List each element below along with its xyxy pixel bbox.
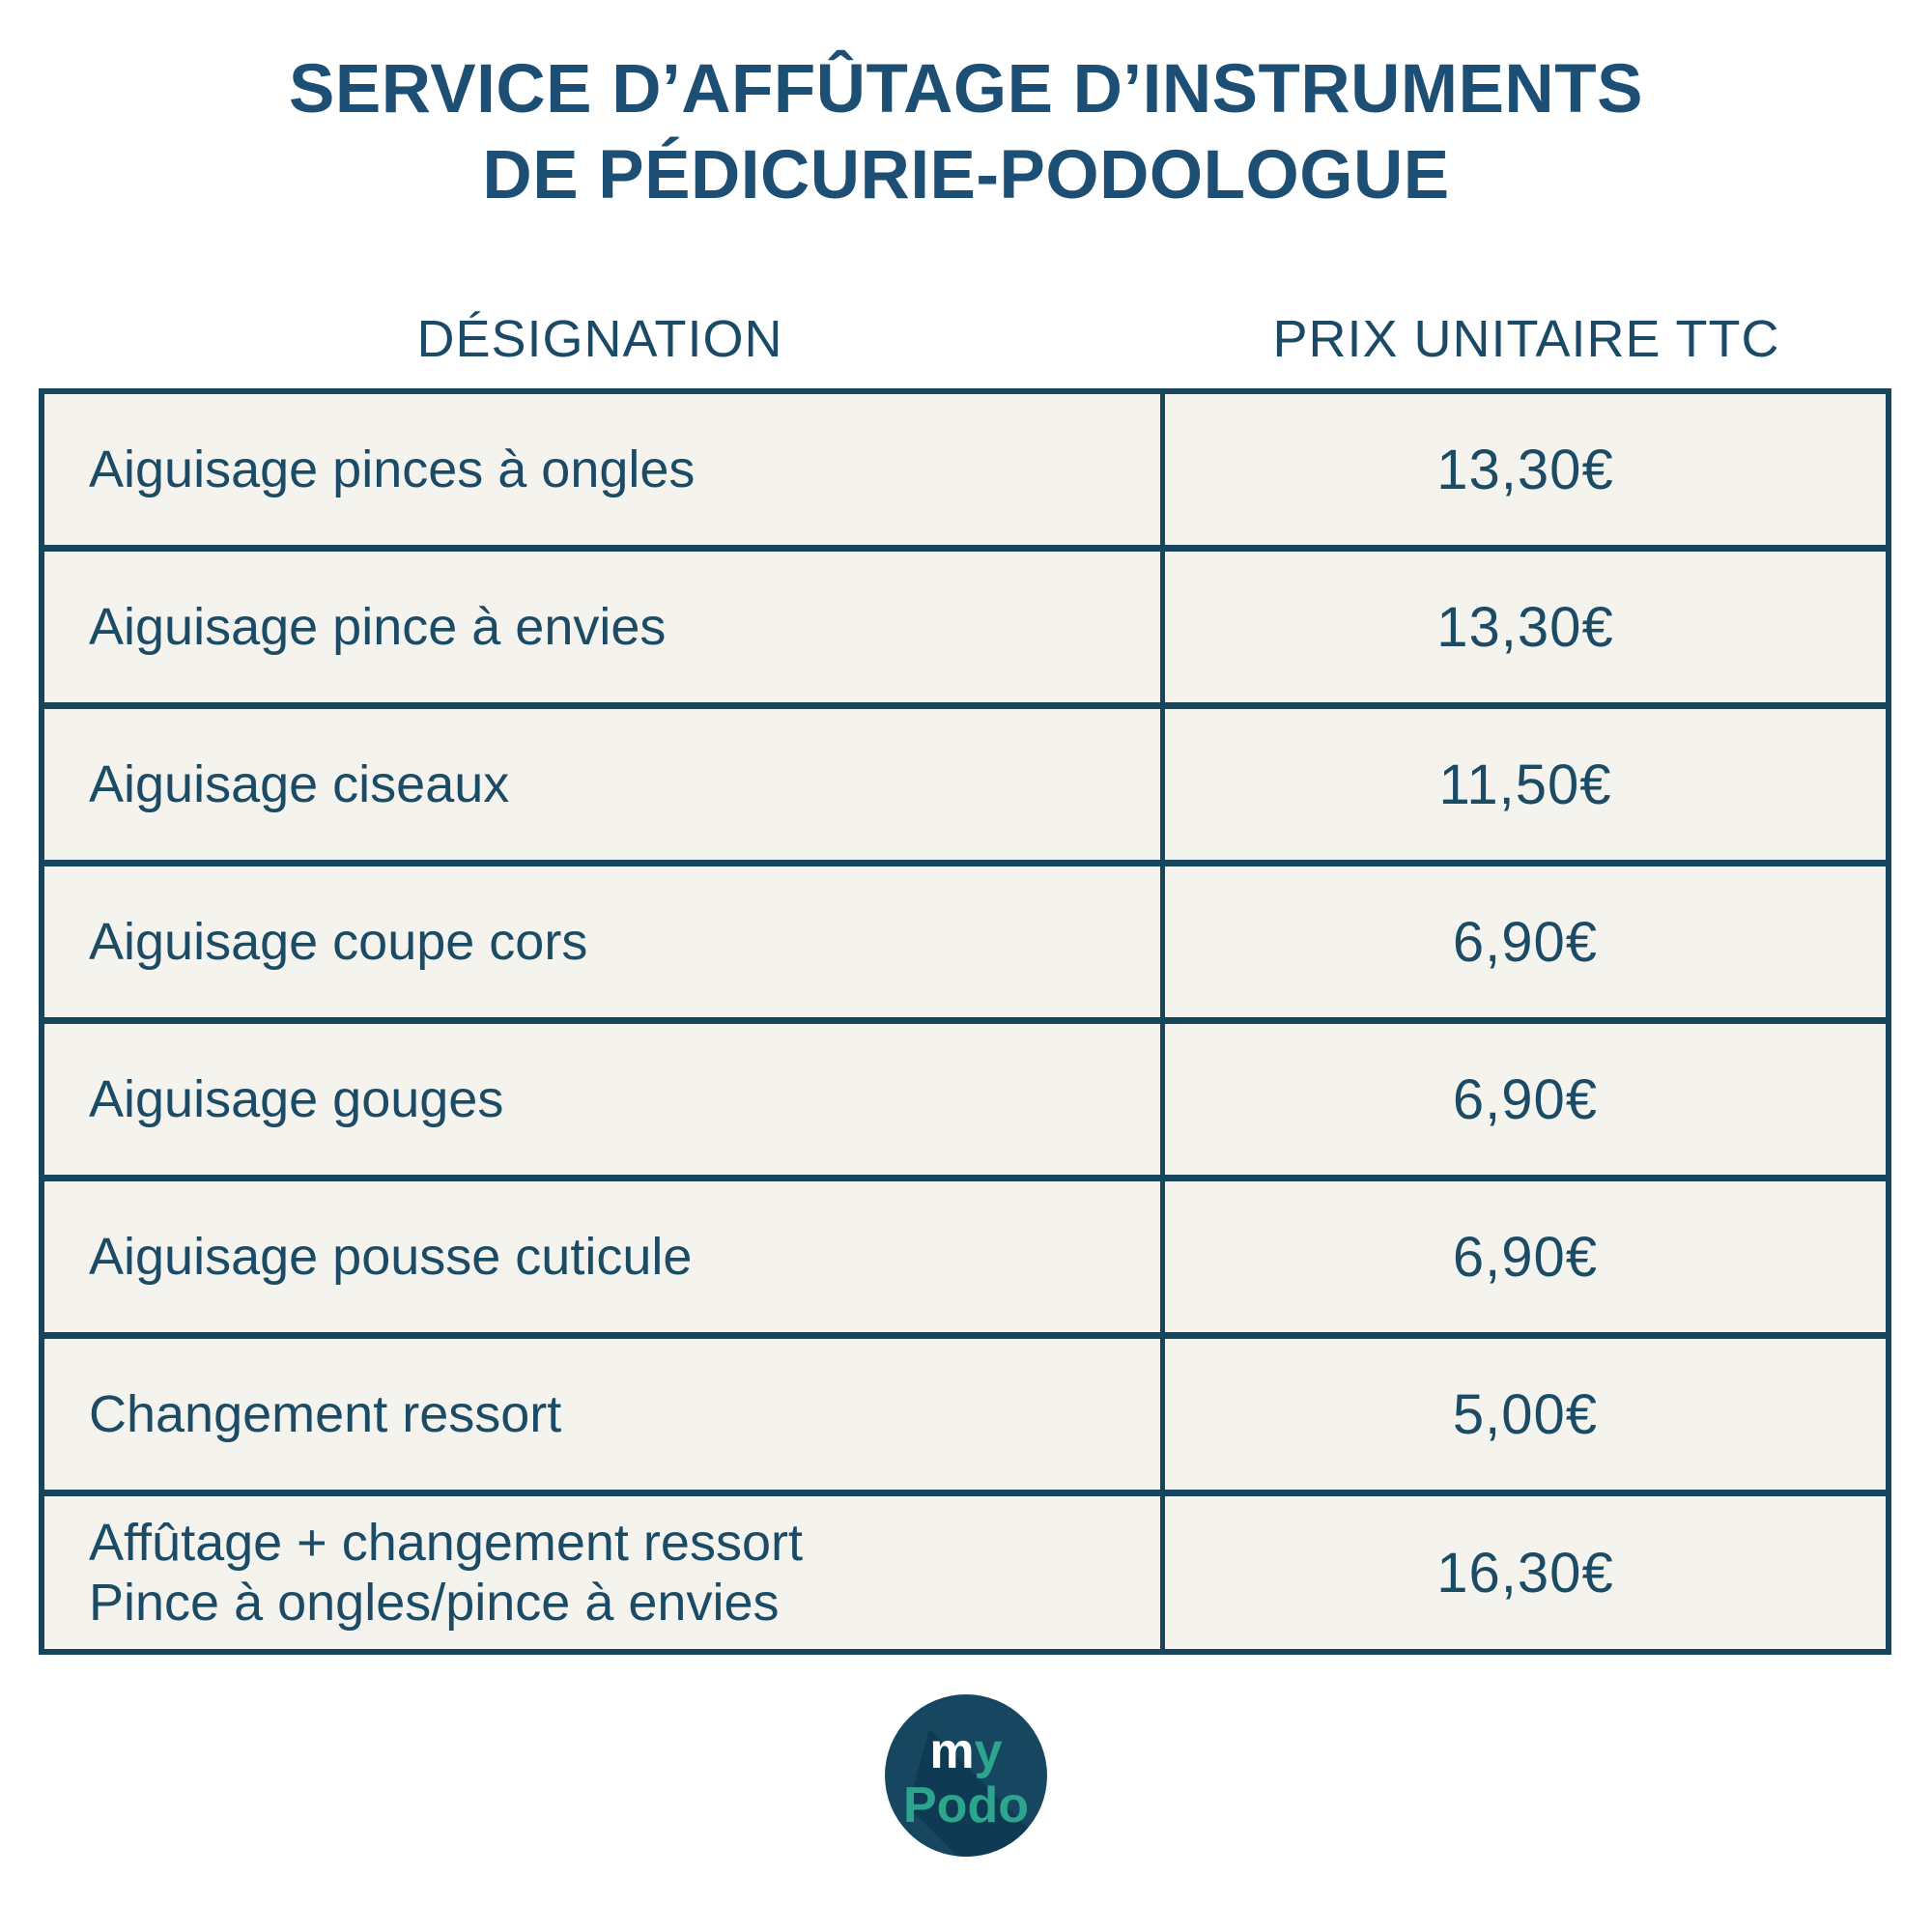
logo-text-y: y — [974, 1723, 1003, 1779]
table-row — [44, 552, 1886, 709]
designation-cell: Aiguisage ciseaux — [44, 709, 1165, 860]
mypodo-logo-graphic — [885, 1694, 1047, 1857]
designation-cell: Affûtage + changement ressort Pince à ongles/pince à envies — [44, 1496, 1165, 1649]
logo-text-my — [929, 1723, 1002, 1779]
price-cell: 13,30€ — [1165, 552, 1886, 702]
table-row — [44, 867, 1886, 1024]
page-title-line1: SERVICE D’AFFÛTAGE D’INSTRUMENTS — [289, 51, 1643, 128]
price-table — [39, 388, 1891, 1655]
price-cell: 5,00€ — [1165, 1339, 1886, 1490]
table-row — [44, 709, 1886, 867]
designation-cell: Aiguisage pousse cuticule — [44, 1181, 1165, 1332]
table-row — [44, 1496, 1886, 1649]
designation-cell: Aiguisage gouges — [44, 1024, 1165, 1175]
logo-text-m: m — [929, 1723, 975, 1779]
logo-text-podo: Podo — [903, 1777, 1029, 1833]
column-header-designation: DÉSIGNATION — [416, 310, 783, 368]
page-title-line2: DE PÉDICURIE-PODOLOGUE — [482, 137, 1450, 213]
designation-cell: Changement ressort — [44, 1339, 1165, 1490]
price-cell: 13,30€ — [1165, 394, 1886, 545]
table-row — [44, 1181, 1886, 1339]
price-cell: 11,50€ — [1165, 709, 1886, 860]
table-column-headers — [40, 309, 1892, 369]
column-header-price: PRIX UNITAIRE TTC — [1272, 310, 1780, 368]
table-row — [44, 1024, 1886, 1181]
price-cell: 6,90€ — [1165, 1024, 1886, 1175]
designation-cell: Aiguisage pince à envies — [44, 552, 1165, 702]
price-cell: 6,90€ — [1165, 1181, 1886, 1332]
designation-cell: Aiguisage coupe cors — [44, 867, 1165, 1017]
page-title — [0, 46, 1932, 218]
table-row — [44, 394, 1886, 552]
mypodo-logo — [885, 1694, 1047, 1857]
price-cell: 6,90€ — [1165, 867, 1886, 1017]
designation-cell: Aiguisage pinces à ongles — [44, 394, 1165, 545]
price-cell: 16,30€ — [1165, 1496, 1886, 1649]
table-row — [44, 1339, 1886, 1496]
